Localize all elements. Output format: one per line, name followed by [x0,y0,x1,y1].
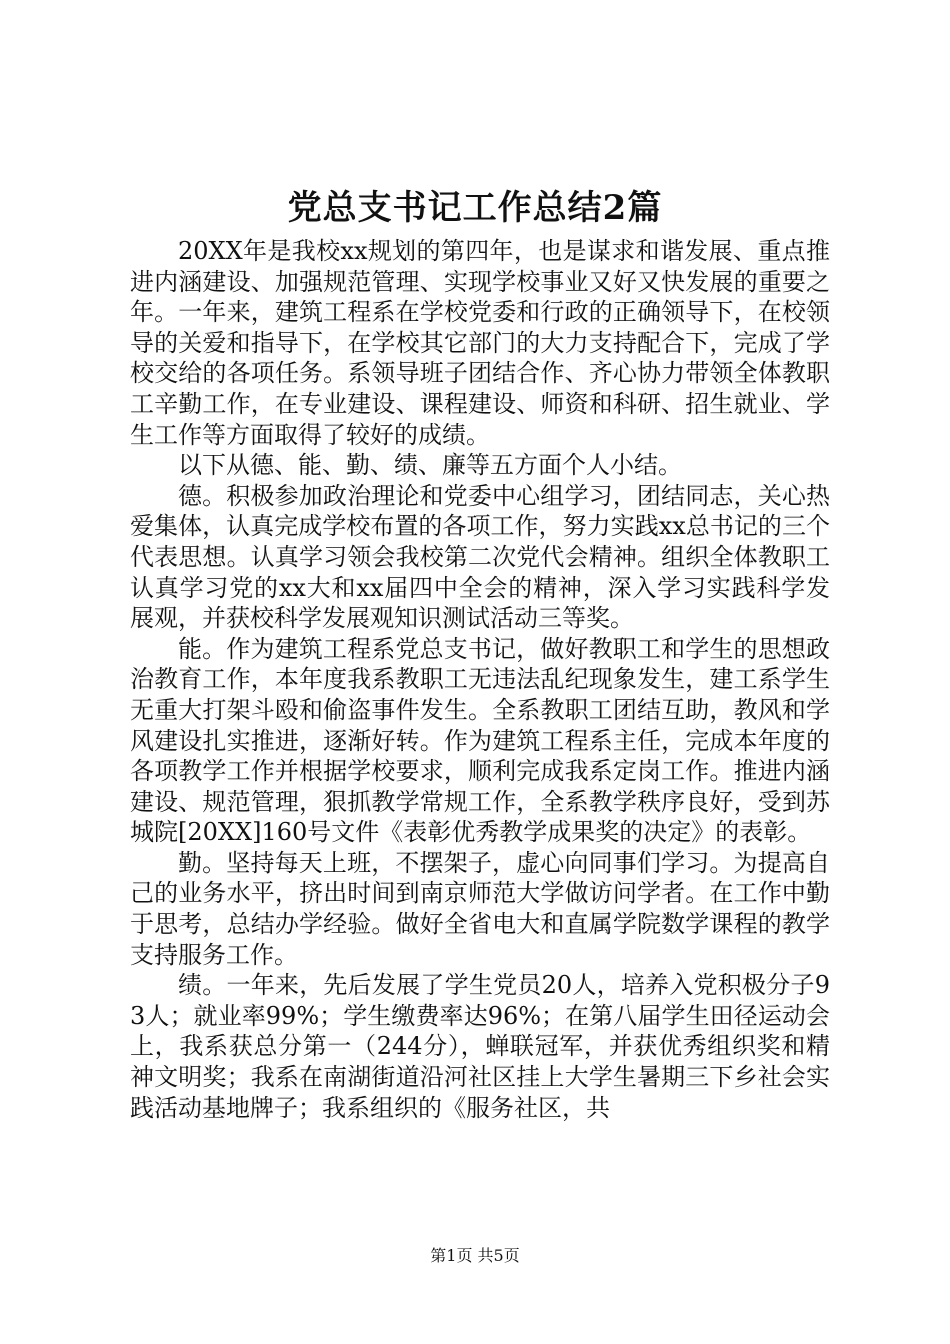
paragraph-virtue: 德。积极参加政治理论和党委中心组学习，团结同志，关心热爱集体，认真完成学校布置的各项工作，努力实践xx总书记的三个代表思想。认真学习领会我校第二次党代会精神。组织全体教职工认真学习党的xx大和xx届四中全会的精神，深入学习实践科学发展观，并获校科学发展观知识测试活动三等奖。 [130,481,830,633]
paragraph-achievement: 绩。一年来，先后发展了学生党员20人，培养入党积极分子93人；就业率99%；学生缴费率达96%；在第八届学生田径运动会上，我系获总分第一（244分），蝉联冠军，并获优秀组织奖和精神文明奖；我系在南湖街道沿河社区挂上大学生暑期三下乡社会实践活动基地牌子；我系组织的《服务社区，共 [130,971,830,1122]
paragraph-intro: 20XX年是我校xx规划的第四年，也是谋求和谐发展、重点推进内涵建设、加强规范管理、实现学校事业又好又快发展的重要之年。一年来，建筑工程系在学校党委和行政的正确领导下，在校领导的关爱和指导下，在学校其它部门的大力支持配合下，完成了学校交给的各项任务。系领导班子团结合作、齐心协力带领全体教职工辛勤工作，在专业建设、课程建设、师资和科研、招生就业、学生工作等方面取得了较好的成绩。 [130,237,830,449]
paragraph-diligence: 勤。坚持每天上班，不摆架子，虚心向同事们学习。为提高自己的业务水平，挤出时间到南京师范大学做访问学者。在工作中勤于思考，总结办学经验。做好全省电大和直属学院数学课程的教学支持服务工作。 [130,848,830,969]
document-body [130,236,830,1123]
page-number-footer: 第1页 共5页 [430,1246,520,1265]
paragraph-summary-outline: 以下从德、能、勤、绩、廉等五方面个人小结。 [178,451,682,480]
paragraph-ability: 能。作为建筑工程系党总支书记，做好教职工和学生的思想政治教育工作，本年度我系教职工无违法乱纪现象发生，建工系学生无重大打架斗殴和偷盗事件发生。全系教职工团结互助，教风和学风建设扎实推进，逐渐好转。作为建筑工程系主任，完成本年度的各项教学工作并根据学校要求，顺利完成我系定岗工作。推进内涵建设、规范管理，狠抓教学常规工作，全系教学秩序良好，受到苏城院[20XX]160号文件《表彰优秀教学成果奖的决定》的表彰。 [130,634,830,847]
document-title: 党总支书记工作总结2篇 [287,188,663,228]
